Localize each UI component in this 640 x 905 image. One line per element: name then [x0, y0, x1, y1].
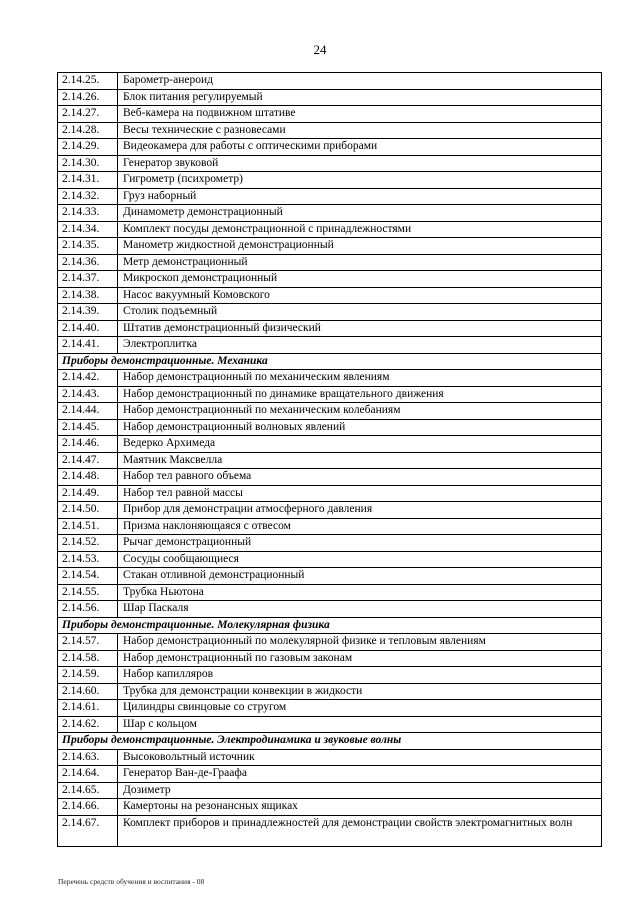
item-name: Ведерко Архимеда	[118, 436, 602, 453]
table-row	[58, 782, 602, 799]
item-number: 2.14.67.	[58, 815, 118, 846]
item-name: Набор демонстрационный волновых явлений	[118, 419, 602, 436]
item-name: Прибор для демонстрации атмосферного давления	[118, 502, 602, 519]
item-number: 2.14.64.	[58, 766, 118, 783]
item-name: Гигрометр (психрометр)	[118, 172, 602, 189]
section-header-row	[58, 617, 602, 634]
item-number: 2.14.45.	[58, 419, 118, 436]
footer-text: Перечень средств обучения и воспитания - 08	[58, 877, 205, 886]
table-row	[58, 667, 602, 684]
item-name: Видеокамера для работы с оптическими приборами	[118, 139, 602, 156]
table-row	[58, 815, 602, 846]
table-row	[58, 700, 602, 717]
item-name: Трубка Ньютона	[118, 584, 602, 601]
table-row	[58, 89, 602, 106]
item-number: 2.14.47.	[58, 452, 118, 469]
item-name: Блок питания регулируемый	[118, 89, 602, 106]
section-title: Приборы демонстрационные. Механика	[58, 353, 602, 370]
item-number: 2.14.32.	[58, 188, 118, 205]
item-name: Камертоны на резонансных ящиках	[118, 799, 602, 816]
item-number: 2.14.39.	[58, 304, 118, 321]
item-name: Стакан отливной демонстрационный	[118, 568, 602, 585]
section-title: Приборы демонстрационные. Молекулярная физика	[58, 617, 602, 634]
table-row	[58, 766, 602, 783]
item-number: 2.14.28.	[58, 122, 118, 139]
item-number: 2.14.51.	[58, 518, 118, 535]
item-name: Электроплитка	[118, 337, 602, 354]
table-row	[58, 650, 602, 667]
table-row	[58, 403, 602, 420]
item-name: Веб-камера на подвижном штативе	[118, 106, 602, 123]
table-row	[58, 254, 602, 271]
item-number: 2.14.61.	[58, 700, 118, 717]
item-number: 2.14.60.	[58, 683, 118, 700]
table-row	[58, 304, 602, 321]
item-number: 2.14.42.	[58, 370, 118, 387]
item-name: Сосуды сообщающиеся	[118, 551, 602, 568]
table-row	[58, 155, 602, 172]
item-name: Весы технические с разновесами	[118, 122, 602, 139]
item-name: Призма наклоняющаяся с отвесом	[118, 518, 602, 535]
item-name: Микроскоп демонстрационный	[118, 271, 602, 288]
item-name: Набор демонстрационный по динамике вращательного движения	[118, 386, 602, 403]
item-name: Столик подъемный	[118, 304, 602, 321]
item-number: 2.14.31.	[58, 172, 118, 189]
item-name: Динамометр демонстрационный	[118, 205, 602, 222]
table-row	[58, 370, 602, 387]
item-number: 2.14.49.	[58, 485, 118, 502]
item-name: Шар с кольцом	[118, 716, 602, 733]
section-header-row	[58, 733, 602, 750]
item-name: Рычаг демонстрационный	[118, 535, 602, 552]
table-row	[58, 584, 602, 601]
item-number: 2.14.38.	[58, 287, 118, 304]
item-number: 2.14.50.	[58, 502, 118, 519]
item-name: Цилиндры свинцовые со стругом	[118, 700, 602, 717]
item-name: Манометр жидкостной демонстрационный	[118, 238, 602, 255]
table-row	[58, 436, 602, 453]
item-number: 2.14.30.	[58, 155, 118, 172]
table-row	[58, 716, 602, 733]
table-row	[58, 749, 602, 766]
item-number: 2.14.41.	[58, 337, 118, 354]
table-row	[58, 287, 602, 304]
item-name: Набор демонстрационный по механическим явлениям	[118, 370, 602, 387]
item-number: 2.14.29.	[58, 139, 118, 156]
item-number: 2.14.27.	[58, 106, 118, 123]
table-row	[58, 469, 602, 486]
item-name: Насос вакуумный Комовского	[118, 287, 602, 304]
item-name: Генератор звуковой	[118, 155, 602, 172]
table-row	[58, 106, 602, 123]
table-row	[58, 518, 602, 535]
item-name: Генератор Ван-де-Граафа	[118, 766, 602, 783]
table-row	[58, 386, 602, 403]
equipment-table-body	[58, 73, 602, 847]
item-number: 2.14.44.	[58, 403, 118, 420]
page-number: 24	[313, 42, 327, 57]
table-row	[58, 337, 602, 354]
item-name: Комплект посуды демонстрационной с принадлежностями	[118, 221, 602, 238]
table-row	[58, 452, 602, 469]
item-number: 2.14.57.	[58, 634, 118, 651]
table-row	[58, 634, 602, 651]
item-number: 2.14.56.	[58, 601, 118, 618]
table-row	[58, 485, 602, 502]
table-row	[58, 139, 602, 156]
item-number: 2.14.25.	[58, 73, 118, 90]
table-row	[58, 172, 602, 189]
item-name: Груз наборный	[118, 188, 602, 205]
item-number: 2.14.36.	[58, 254, 118, 271]
table-row	[58, 601, 602, 618]
item-number: 2.14.35.	[58, 238, 118, 255]
item-number: 2.14.63.	[58, 749, 118, 766]
section-header-row	[58, 353, 602, 370]
table-row	[58, 551, 602, 568]
table-row	[58, 535, 602, 552]
table-row	[58, 419, 602, 436]
table-row	[58, 73, 602, 90]
item-name: Шар Паскаля	[118, 601, 602, 618]
item-number: 2.14.62.	[58, 716, 118, 733]
item-number: 2.14.54.	[58, 568, 118, 585]
table-row	[58, 320, 602, 337]
item-name: Дозиметр	[118, 782, 602, 799]
item-name: Набор демонстрационный по механическим колебаниям	[118, 403, 602, 420]
table-row	[58, 188, 602, 205]
item-name: Набор капилляров	[118, 667, 602, 684]
table-row	[58, 122, 602, 139]
item-number: 2.14.33.	[58, 205, 118, 222]
table-row	[58, 568, 602, 585]
item-number: 2.14.65.	[58, 782, 118, 799]
item-number: 2.14.55.	[58, 584, 118, 601]
item-name: Метр демонстрационный	[118, 254, 602, 271]
item-name: Набор демонстрационный по газовым законам	[118, 650, 602, 667]
table-row	[58, 799, 602, 816]
equipment-table	[57, 72, 602, 847]
item-number: 2.14.34.	[58, 221, 118, 238]
table-row	[58, 205, 602, 222]
item-name: Трубка для демонстрации конвекции в жидкости	[118, 683, 602, 700]
item-name: Набор тел равной массы	[118, 485, 602, 502]
item-number: 2.14.52.	[58, 535, 118, 552]
item-number: 2.14.59.	[58, 667, 118, 684]
section-title: Приборы демонстрационные. Электродинамика и звуковые волны	[58, 733, 602, 750]
item-name: Высоковольтный источник	[118, 749, 602, 766]
item-number: 2.14.48.	[58, 469, 118, 486]
item-number: 2.14.37.	[58, 271, 118, 288]
item-name: Набор демонстрационный по молекулярной физике и тепловым явлениям	[118, 634, 602, 651]
table-row	[58, 221, 602, 238]
item-name: Штатив демонстрационный физический	[118, 320, 602, 337]
item-name: Комплект приборов и принадлежностей для демонстрации свойств электромагнитных волн	[118, 815, 602, 846]
item-number: 2.14.58.	[58, 650, 118, 667]
item-name: Набор тел равного объема	[118, 469, 602, 486]
item-name: Маятник Максвелла	[118, 452, 602, 469]
item-number: 2.14.26.	[58, 89, 118, 106]
item-number: 2.14.40.	[58, 320, 118, 337]
item-number: 2.14.46.	[58, 436, 118, 453]
table-row	[58, 502, 602, 519]
item-number: 2.14.43.	[58, 386, 118, 403]
table-row	[58, 683, 602, 700]
item-number: 2.14.53.	[58, 551, 118, 568]
item-name: Барометр-анероид	[118, 73, 602, 90]
table-row	[58, 238, 602, 255]
table-row	[58, 271, 602, 288]
item-number: 2.14.66.	[58, 799, 118, 816]
